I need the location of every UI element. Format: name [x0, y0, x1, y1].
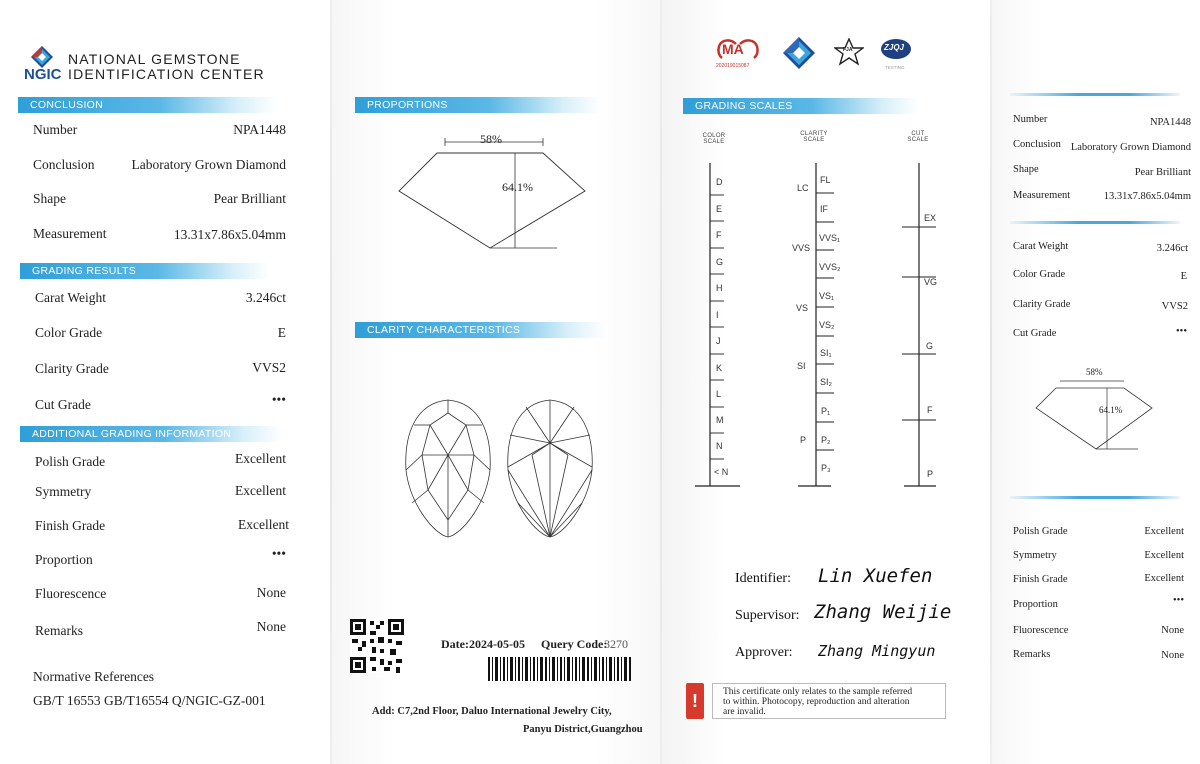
row-label: Symmetry — [35, 484, 92, 499]
stub-value: VVS2 — [1161, 301, 1188, 312]
clarity-grade-label: VVS₂ — [819, 262, 841, 272]
color-scale-head — [698, 133, 730, 145]
stub-label: Carat Weight — [1013, 241, 1069, 252]
grading-scales-bar — [683, 98, 918, 114]
color-grade-label: H — [716, 283, 723, 293]
stub-divider — [1010, 221, 1180, 224]
stub-divider — [1010, 93, 1180, 96]
color-grade-label: E — [716, 204, 723, 214]
row-label: Color Grade — [35, 325, 103, 340]
color-grade-label: N — [716, 441, 723, 451]
color-grade-label: G — [716, 257, 724, 267]
clarity-grade-label: VVS₁ — [819, 233, 841, 243]
stub-table-percentage: 58% — [1086, 367, 1103, 377]
proportions-title: PROPORTIONS — [367, 99, 448, 111]
clarity-scale-head — [796, 131, 832, 143]
scale-head-line: CUT — [911, 131, 925, 137]
cma-logo-text: MA — [722, 41, 744, 57]
scale-head-line: SCALE — [803, 137, 825, 143]
additional-bar — [20, 426, 282, 442]
brand-abbr: NGIC — [24, 66, 62, 83]
clarity-grade-label: P₃ — [821, 463, 831, 473]
supervisor-signature: Zhang Weijie — [814, 601, 952, 623]
row-value: None — [256, 619, 286, 634]
stub-label: Proportion — [1013, 599, 1058, 610]
row-value: VVS2 — [252, 360, 286, 375]
clarity-grade-label: P₁ — [821, 406, 831, 416]
color-grade-label: < N — [714, 467, 729, 477]
identifier-signature: Lin Xuefen — [818, 565, 933, 587]
clarity-group-label: LC — [797, 183, 809, 193]
stub-label: Fluorescence — [1013, 625, 1069, 636]
ngic-logo-icon — [782, 36, 816, 70]
testing-text: TESTING — [885, 65, 905, 70]
stub-value: Excellent — [1144, 573, 1184, 584]
cut-grade-label: P — [927, 469, 934, 479]
row-value: Pear Brilliant — [213, 191, 286, 206]
approver-label: Approver: — [735, 645, 793, 660]
address-line-2: Panyu District,Guangzhou — [523, 724, 643, 735]
fold-line — [330, 0, 332, 764]
cut-scale-head — [902, 131, 934, 143]
row-label: Proportion — [35, 552, 93, 567]
stub-value: 13.31x7.86x5.04mm — [1103, 191, 1191, 202]
grading-title: GRADING RESULTS — [32, 265, 137, 277]
row-label: Cut Grade — [35, 397, 91, 412]
cut-grade-label: VG — [924, 277, 938, 287]
row-label: Carat Weight — [35, 290, 107, 305]
row-value: None — [256, 585, 286, 600]
stub-label: Remarks — [1013, 649, 1051, 660]
table-percentage: 58% — [480, 132, 502, 146]
warning-line: to within. Photocopy, reproduction and alteration — [723, 697, 910, 707]
row-label: Remarks — [35, 623, 83, 638]
stub-value: NPA1448 — [1149, 117, 1191, 128]
stub-label: Cut Grade — [1013, 328, 1057, 339]
color-grade-label: L — [716, 389, 722, 399]
stub-label: Measurement — [1013, 190, 1071, 201]
stub-label: Color Grade — [1013, 269, 1066, 280]
approver-signature: Zhang Mingyun — [818, 642, 936, 660]
row-value: Excellent — [238, 517, 289, 532]
stub-label: Polish Grade — [1013, 526, 1068, 537]
clarity-group-label: VS — [796, 303, 809, 313]
cut-grade-label: F — [927, 405, 933, 415]
clarity-char-bar — [355, 322, 605, 338]
stub-value: 3.246ct — [1156, 243, 1188, 254]
row-value: ••• — [271, 392, 286, 407]
row-label: Conclusion — [33, 157, 95, 172]
scale-head-line: SCALE — [703, 139, 725, 145]
row-value: ••• — [271, 546, 286, 561]
cma-number: 202019015087 — [716, 63, 750, 69]
fold-line — [660, 0, 662, 764]
stub-value: ••• — [1172, 595, 1184, 606]
stub-value: E — [1180, 271, 1187, 282]
clarity-char-title: CLARITY CHARACTERISTICS — [367, 324, 521, 336]
row-label: Finish Grade — [35, 518, 106, 533]
issue-date: Date:2024-05-05 — [441, 637, 525, 651]
cut-grade-label: EX — [924, 213, 937, 223]
normative-refs: GB/T 16553 GB/T16554 Q/NGIC-GZ-001 — [33, 693, 266, 708]
address-line-1: Add: C7,2nd Floor, Daluo International Jewelry City, — [372, 706, 612, 717]
stub-label: Symmetry — [1013, 550, 1057, 561]
fold-line — [990, 0, 992, 764]
row-label: Fluorescence — [35, 586, 107, 601]
color-grade-label: F — [716, 230, 722, 240]
scale-head-line: COLOR — [702, 133, 726, 139]
color-grade-label: K — [716, 363, 723, 373]
color-grade-label: J — [716, 336, 721, 346]
brand-line-2: IDENTIFICATION CENTER — [68, 66, 265, 82]
row-value: Laboratory Grown Diamond — [131, 157, 286, 172]
stub-proportions-diagram — [1030, 375, 1160, 455]
identifier-label: Identifier: — [735, 571, 791, 586]
color-grade-label: M — [716, 415, 724, 425]
row-label: Shape — [33, 191, 66, 206]
warning-line: This certificate only relates to the sample referred — [723, 687, 913, 697]
grading-bar — [20, 263, 270, 279]
clarity-grade-label: FL — [820, 175, 831, 185]
row-value: 13.31x7.86x5.04mm — [173, 227, 286, 242]
warning-line: are invalid. — [723, 707, 766, 717]
clarity-grade-label: SI₂ — [820, 377, 832, 387]
supervisor-label: Supervisor: — [735, 608, 800, 623]
warning-box — [712, 683, 946, 719]
clarity-group-label: SI — [797, 361, 806, 371]
query-code-value: 3270 — [604, 637, 628, 651]
clarity-grade-label: SI₁ — [820, 348, 832, 358]
color-grade-label: D — [716, 177, 723, 187]
row-value: NPA1448 — [233, 122, 286, 137]
stub-label: Conclusion — [1013, 139, 1061, 150]
scale-head-line: SCALE — [907, 137, 929, 143]
clarity-group-label: VVS — [792, 243, 811, 253]
row-label: Measurement — [33, 226, 107, 241]
stub-divider — [1010, 496, 1180, 499]
stub-value: ••• — [1175, 326, 1187, 337]
stub-value: Pear Brilliant — [1134, 167, 1191, 178]
normative-title: Normative References — [33, 669, 155, 684]
conclusion-title: CONCLUSION — [30, 99, 104, 111]
proportions-bar — [355, 97, 600, 113]
additional-title: ADDITIONAL GRADING INFORMATION — [32, 428, 232, 440]
stub-label: Finish Grade — [1013, 574, 1068, 585]
zjqj-text: ZJQJ — [884, 43, 905, 52]
row-value: E — [277, 325, 286, 340]
row-label: Number — [33, 122, 78, 137]
scale-head-line: CLARITY — [800, 131, 828, 137]
row-value: 3.246ct — [245, 290, 286, 305]
row-label: Clarity Grade — [35, 361, 109, 376]
clarity-grade-label: IF — [820, 204, 828, 214]
stub-label: Number — [1013, 114, 1048, 125]
row-label: Polish Grade — [35, 454, 106, 469]
stub-value: None — [1161, 650, 1184, 661]
barcode[interactable] — [488, 657, 632, 681]
stub-value: Laboratory Grown Diamond — [1070, 142, 1191, 153]
fja-text: FJA — [843, 47, 853, 53]
conclusion-bar — [18, 97, 276, 113]
stub-value: None — [1161, 625, 1184, 636]
stub-label: Shape — [1013, 164, 1039, 175]
depth-percentage: 64.1% — [502, 180, 533, 194]
stub-value: Excellent — [1144, 550, 1184, 561]
clarity-grade-label: VS₁ — [819, 291, 835, 301]
row-value: Excellent — [235, 451, 286, 466]
clarity-plot-diagram — [400, 395, 600, 545]
clarity-group-label: P — [800, 435, 807, 445]
clarity-grade-label: P₂ — [821, 435, 831, 445]
color-grade-label: I — [716, 310, 719, 320]
row-value: Excellent — [235, 483, 286, 498]
query-code-label: Query Code: — [541, 637, 608, 651]
cut-grade-label: G — [926, 341, 934, 351]
stub-depth-percentage: 64.1% — [1099, 405, 1123, 415]
grading-scales-title: GRADING SCALES — [695, 100, 793, 112]
stub-value: Excellent — [1144, 526, 1184, 537]
warning-icon: ! — [686, 683, 704, 719]
panel-1-bg — [0, 0, 330, 764]
qr-code[interactable] — [350, 619, 404, 673]
clarity-grade-label: VS₂ — [819, 320, 835, 330]
brand-line-1: NATIONAL GEMSTONE — [68, 51, 241, 67]
stub-label: Clarity Grade — [1013, 299, 1071, 310]
